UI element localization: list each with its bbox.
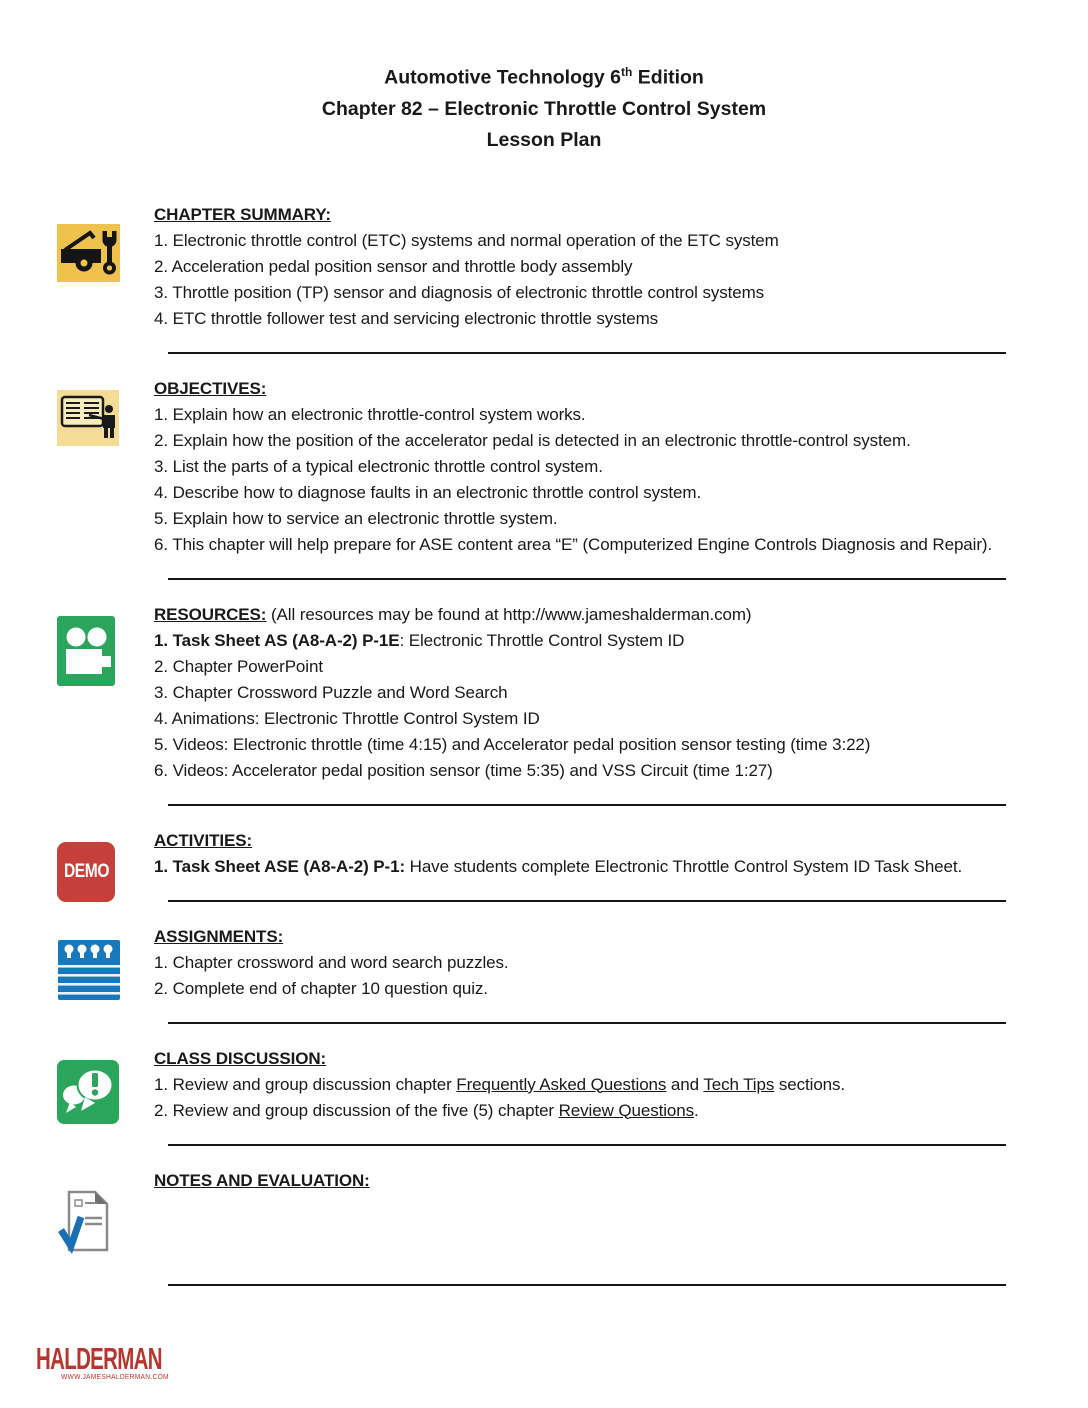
list-item: 1. Electronic throttle control (ETC) systems and normal operation of the ETC system: [154, 230, 779, 250]
discussion-bubbles-icon: [57, 1060, 119, 1129]
tech-tips-reference: Tech Tips: [703, 1074, 775, 1094]
section-divider: [168, 900, 1006, 902]
halderman-logo-url: WWW.JAMESHALDERMAN.COM: [61, 1374, 169, 1381]
list-item: 1. Explain how an electronic throttle-control system works.: [154, 404, 586, 424]
demo-icon-label: DEMO: [63, 860, 109, 882]
section-divider: [168, 1284, 1006, 1286]
title-line-lesson-plan: Lesson Plan: [486, 128, 602, 151]
list-item: 5. Explain how to service an electronic throttle system.: [154, 508, 558, 528]
list-item: 6. Videos: Accelerator pedal position sensor (time 5:35) and VSS Circuit (time 1:27): [154, 760, 773, 780]
section-heading: ACTIVITIES:: [154, 830, 253, 850]
list-item: 2. Complete end of chapter 10 question quiz.: [154, 978, 488, 998]
section-notes-evaluation: [0, 1168, 1088, 1264]
demo-icon: [57, 842, 115, 902]
list-item: 6. This chapter will help prepare for ASE content area “E” (Computerized Engine Controls Diagnosis and Repair).: [154, 534, 993, 554]
list-item: 3. Chapter Crossword Puzzle and Word Search: [154, 682, 508, 702]
section-heading: RESOURCES: (All resources may be found at http://www.jameshalderman.com): [154, 604, 752, 624]
halderman-logo-text: HALDERMAN: [36, 1341, 162, 1376]
section-activities: [0, 828, 1088, 880]
superscript-th: th: [621, 65, 633, 79]
car-repair-icon: [57, 224, 120, 287]
list-item: 4. ETC throttle follower test and servicing electronic throttle systems: [154, 308, 659, 328]
list-item: 1. Task Sheet ASE (A8-A-2) P-1: Have students complete Electronic Throttle Control System ID Task Sheet.: [154, 856, 963, 876]
section-heading: OBJECTIVES:: [154, 378, 267, 398]
notepad-icon: [57, 938, 121, 1007]
list-item: 2. Review and group discussion of the five (5) chapter Review Questions.: [154, 1100, 699, 1120]
section-divider: [168, 578, 1006, 580]
document-title: [0, 57, 1088, 156]
section-resources: [0, 602, 1088, 784]
list-item: 2. Explain how the position of the accelerator pedal is detected in an electronic throttle-control system.: [154, 430, 911, 450]
title-line-chapter: Chapter 82 – Electronic Throttle Control System: [321, 97, 767, 120]
section-divider: [168, 804, 1006, 806]
section-assignments: [0, 924, 1088, 1002]
halderman-logo: [36, 1341, 227, 1381]
list-item: 4. Describe how to diagnose faults in an electronic throttle control system.: [154, 482, 702, 502]
list-item: 4. Animations: Electronic Throttle Control System ID: [154, 708, 540, 728]
section-heading: CHAPTER SUMMARY:: [154, 204, 331, 224]
resources-note: (All resources may be found at http://www.jameshalderman.com): [266, 604, 752, 624]
review-questions-reference: Review Questions: [558, 1100, 695, 1120]
section-divider: [168, 1144, 1006, 1146]
section-heading: NOTES AND EVALUATION:: [154, 1170, 370, 1190]
title-line-edition: Automotive Technology 6th Edition: [384, 65, 704, 89]
list-item: 3. Throttle position (TP) sensor and diagnosis of electronic throttle control systems: [154, 282, 765, 302]
video-camera-icon: [57, 616, 115, 691]
list-item: 1. Review and group discussion chapter Frequently Asked Questions and Tech Tips sections.: [154, 1074, 846, 1094]
document-check-icon: [57, 1188, 115, 1259]
section-heading: CLASS DISCUSSION:: [154, 1048, 327, 1068]
faq-reference: Frequently Asked Questions: [456, 1074, 667, 1094]
section-divider: [168, 352, 1006, 354]
list-item: 3. List the parts of a typical electronic throttle control system.: [154, 456, 603, 476]
list-item: 2. Chapter PowerPoint: [154, 656, 323, 676]
section-objectives: [0, 376, 1088, 558]
list-item: 5. Videos: Electronic throttle (time 4:15) and Accelerator pedal position sensor testing (time 3:22): [154, 734, 871, 754]
presentation-board-icon: [57, 390, 119, 451]
list-item: 1. Task Sheet AS (A8-A-2) P-1E: Electronic Throttle Control System ID: [154, 630, 685, 650]
section-heading: ASSIGNMENTS:: [154, 926, 284, 946]
list-item: 1. Chapter crossword and word search puzzles.: [154, 952, 509, 972]
section-divider: [168, 1022, 1006, 1024]
section-chapter-summary: [0, 202, 1088, 332]
section-class-discussion: [0, 1046, 1088, 1124]
list-item: 2. Acceleration pedal position sensor and throttle body assembly: [154, 256, 633, 276]
